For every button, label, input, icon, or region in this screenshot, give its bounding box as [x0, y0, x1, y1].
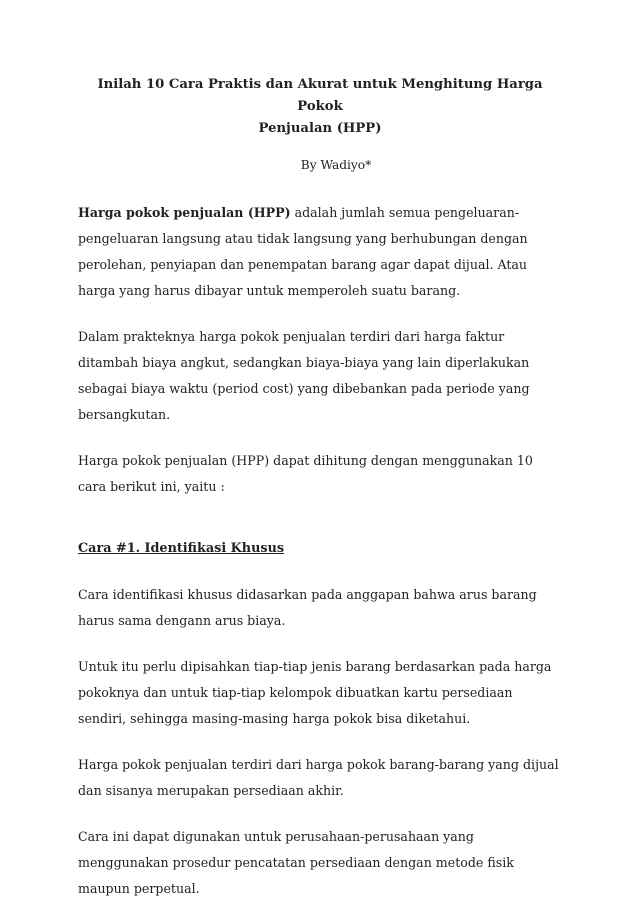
section1-paragraph-3: Harga pokok penjualan terdiri dari harga pokok barang-barang yang dijual dan sisanya merupakan persediaan akhir. — [78, 757, 559, 798]
title-line-1: Inilah 10 Cara Praktis dan Akurat untuk Menghitung Harga Pokok — [97, 77, 543, 114]
practice-paragraph: Dalam prakteknya harga pokok penjualan terdiri dari harga faktur ditambah biaya angkut, sedangkan biaya-biaya yang lain diperlakukan sebagai biaya waktu (period cost) yang dibebankan pada periode yang bersangkutan. — [78, 329, 530, 422]
section1-paragraph-1: Cara identifikasi khusus didasarkan pada anggapan bahwa arus barang harus sama dengann arus biaya. — [78, 587, 537, 628]
section1-paragraph-4: Cara ini dapat digunakan untuk perusahaan-perusahaan yang menggunakan prosedur pencatatan persediaan dengan metode fisik maupun perpetual. — [78, 829, 514, 896]
title-line-2: Penjualan (HPP) — [258, 121, 382, 136]
section-heading-cara-1: Cara #1. Identifikasi Khusus — [78, 541, 285, 556]
intro-paragraph — [78, 200, 562, 304]
section1-paragraph-2: Untuk itu perlu dipisahkan tiap-tiap jenis barang berdasarkan pada harga pokoknya dan untuk tiap-tiap kelompok dibuatkan kartu persediaan sendiri, sehingga masing-masing harga pokok bisa diketahui. — [78, 659, 552, 726]
intro-bold-term: Harga pokok penjualan (HPP) — [78, 205, 291, 220]
document-page — [78, 74, 562, 902]
methods-intro-paragraph: Harga pokok penjualan (HPP) dapat dihitung dengan menggunakan 10 cara berikut ini, yaitu : — [78, 453, 533, 494]
author-byline: By Wadiyo* — [300, 158, 372, 172]
intro-text: adalah jumlah semua pengeluaran-pengeluaran langsung atau tidak langsung yang berhubungan dengan perolehan, penyiapan dan penempatan barang agar dapat dijual. Atau harga yang harus dibayar untuk memperoleh suatu barang. — [78, 205, 528, 298]
document-title — [78, 74, 562, 140]
